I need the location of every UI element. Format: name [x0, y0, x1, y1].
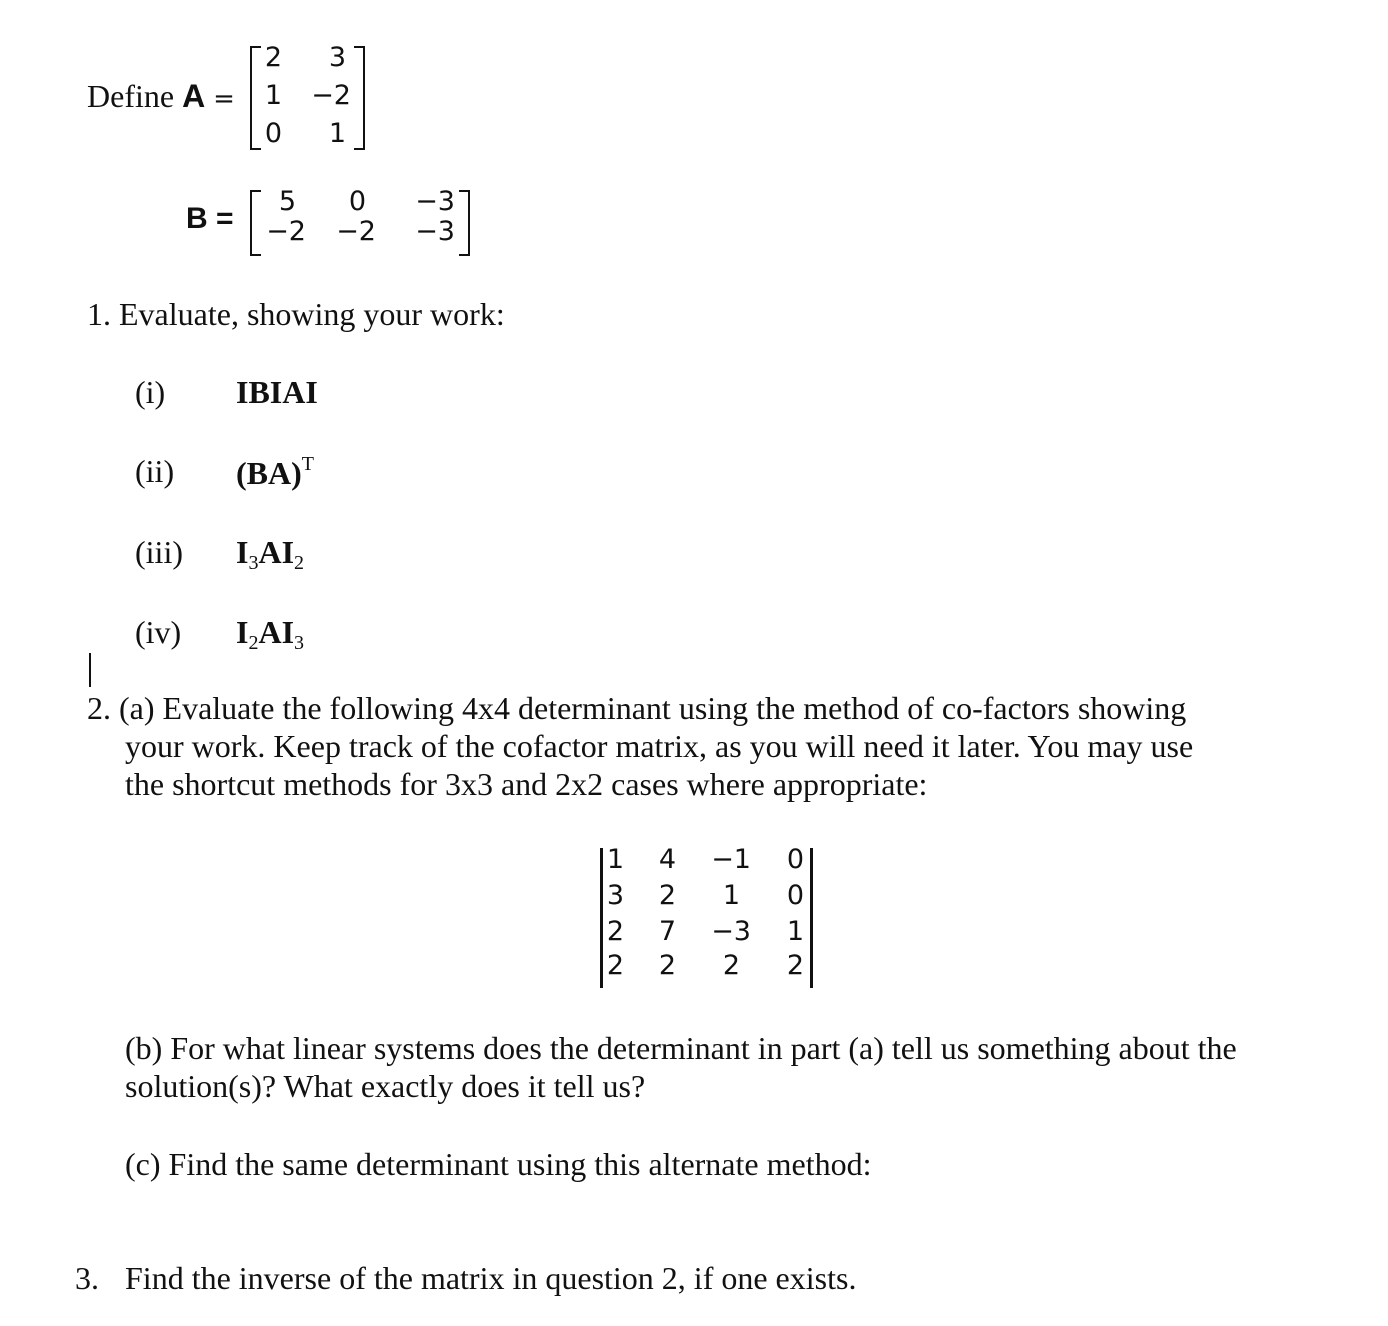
determinant-right-bar	[810, 848, 813, 988]
matrix-a-cell: 2	[264, 42, 282, 73]
question-1-prompt: 1. Evaluate, showing your work:	[87, 296, 505, 332]
matrix-b-cell: 5	[278, 186, 296, 217]
q1-item-i-label: (i)	[135, 374, 166, 410]
q2a-line-1: 2. (a) Evaluate the following 4x4 determinant using the method of co-factors showing	[87, 690, 1187, 726]
matrix-a-cell: 1	[328, 118, 346, 149]
matrix-b	[250, 184, 475, 256]
q2c-line: (c) Find the same determinant using this alternate method:	[125, 1146, 872, 1182]
subscript: 2	[294, 552, 305, 574]
product-symbol: AI	[258, 534, 295, 570]
q1-item-iv-expr	[236, 614, 304, 655]
matrix-b-cell: −2	[266, 216, 306, 247]
define-a-label	[87, 78, 235, 115]
q3-text: Find the inverse of the matrix in question 2, if one exists.	[125, 1260, 857, 1296]
q1-item-ii-expr	[236, 453, 314, 492]
determinant-cell: 2	[658, 880, 676, 911]
identity-symbol: I	[236, 614, 249, 650]
subscript: 2	[248, 632, 259, 654]
determinant-left-bar	[600, 848, 603, 988]
q1-item-iii-expr	[236, 534, 304, 575]
determinant-cell: 2	[606, 950, 624, 981]
matrix-a-symbol: A	[182, 78, 206, 114]
determinant-cell: 7	[658, 916, 676, 947]
matrix-b-cell: 0	[348, 186, 366, 217]
determinant-cell: 4	[658, 844, 676, 875]
matrix-a	[250, 40, 370, 152]
matrix-b-right-bracket	[459, 190, 470, 256]
q1-item-iii-label: (iii)	[135, 534, 183, 570]
subscript: 3	[248, 552, 259, 574]
determinant-4x4	[594, 842, 834, 992]
determinant-cell: 1	[606, 844, 624, 875]
matrix-b-cell: −3	[415, 186, 455, 217]
determinant-cell: 2	[722, 950, 740, 981]
matrix-a-right-bracket	[354, 46, 365, 150]
q2a-line-3: the shortcut methods for 3x3 and 2x2 cases where appropriate:	[125, 766, 928, 802]
q2b-line-1: (b) For what linear systems does the determinant in part (a) tell us something about the	[125, 1030, 1237, 1066]
define-word: Define	[87, 78, 175, 114]
determinant-cell: 2	[786, 950, 804, 981]
determinant-cell: 0	[786, 844, 804, 875]
matrix-b-cell: −2	[336, 216, 376, 247]
matrix-b-cell: −3	[415, 216, 455, 247]
transpose-superscript: T	[301, 453, 314, 475]
text-cursor	[89, 653, 91, 687]
identity-symbol: I	[236, 534, 249, 570]
q2a-line-2: your work. Keep track of the cofactor matrix, as you will need it later. You may use	[125, 728, 1194, 764]
determinant-cell: 3	[606, 880, 624, 911]
determinant-cell: 0	[786, 880, 804, 911]
q2b-line-2: solution(s)? What exactly does it tell us?	[125, 1068, 646, 1104]
determinant-cell: 1	[722, 880, 740, 911]
q1-item-ii-label: (ii)	[135, 453, 175, 489]
q1-item-ii-base: (BA)	[236, 455, 302, 491]
matrix-b-label: B =	[186, 202, 234, 235]
matrix-a-cell: 3	[328, 42, 346, 73]
subscript: 3	[294, 632, 305, 654]
determinant-cell: 1	[786, 916, 804, 947]
matrix-a-cell: 0	[264, 118, 282, 149]
q3-number: 3.	[75, 1260, 99, 1296]
determinant-cell: −3	[711, 916, 751, 947]
product-symbol: AI	[258, 614, 295, 650]
q1-item-iv-label: (iv)	[135, 614, 182, 650]
matrix-a-cell: −2	[311, 80, 351, 111]
determinant-cell: 2	[658, 950, 676, 981]
determinant-cell: −1	[711, 844, 751, 875]
q1-item-i-expr: IBIAI	[236, 374, 318, 410]
equals-sign: =	[213, 84, 235, 114]
matrix-a-cell: 1	[264, 80, 282, 111]
determinant-cell: 2	[606, 916, 624, 947]
